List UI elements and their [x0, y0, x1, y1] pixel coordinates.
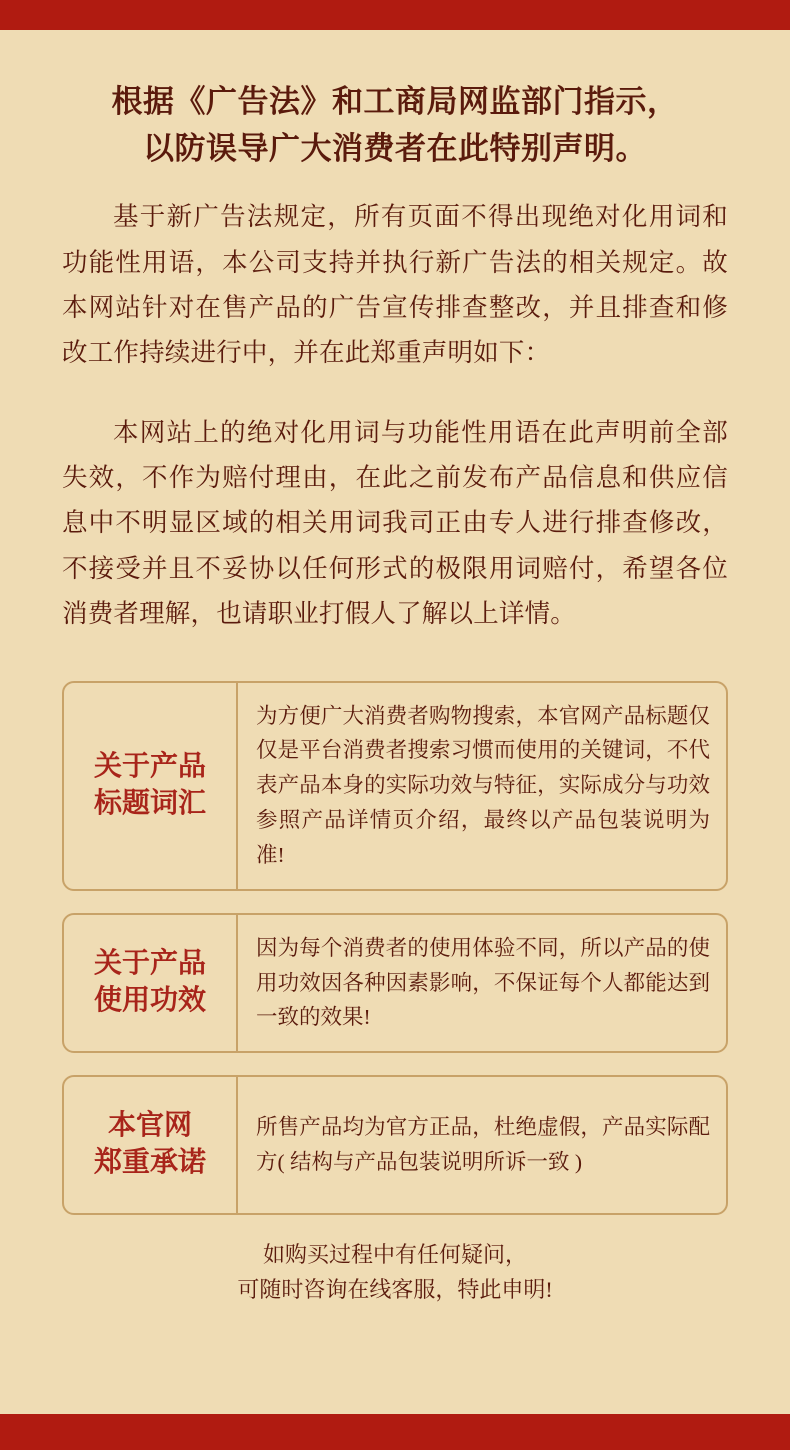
card-body-text: 因为每个消费者的使用体验不同，所以产品的使用功效因各种因素影响，不保证每个人都能达到一致的效果!	[256, 935, 710, 1030]
card-label-line-1: 本官网	[107, 1110, 192, 1142]
card-product-title-terms	[62, 681, 728, 891]
card-label	[64, 915, 238, 1051]
card-official-promise	[62, 1075, 728, 1215]
statement-paragraph-1: 基于新广告法规定，所有页面不得出现绝对化用词和功能性用语，本公司支持并执行新广告法的相关规定。故本网站针对在售产品的广告宣传排查整改，并且排查和修改工作持续进行中，并在此郑重声明如下：	[62, 202, 728, 368]
statement-panel	[0, 30, 790, 1414]
statement-cards	[62, 681, 728, 1216]
card-product-efficacy	[62, 913, 728, 1053]
card-label	[64, 1077, 238, 1213]
page-title-line-1: 根据《广告法》和工商局网监部门指示，	[111, 84, 679, 119]
footer-line-2: 可随时咨询在线客服，特此申明!	[237, 1277, 553, 1303]
card-label-line-2: 使用功效	[93, 984, 206, 1016]
page-title-line-2: 以防误导广大消费者在此特别声明。	[143, 131, 647, 167]
footer-line-1: 如购买过程中有任何疑问，	[262, 1242, 527, 1268]
card-body-text: 所售产品均为官方正品，杜绝虚假，产品实际配方( 结构与产品包装说明所诉一致 )	[256, 1115, 710, 1175]
card-body-text: 为方便广大消费者购物搜索，本官网产品标题仅仅是平台消费者搜索习惯而使用的关键词，不代表产品本身的实际功效与特征，实际成分与功效参照产品详情页介绍，最终以产品包装说明为准!	[256, 703, 710, 867]
statement-paragraph-2: 本网站上的绝对化用词与功能性用语在此声明前全部失效，不作为赔付理由，在此之前发布产品信息和供应信息中不明显区域的相关用词我司正由专人进行排查修改，不接受并且不妥协以任何形式的极限用词赔付，希望各位消费者理解，也请职业打假人了解以上详情。	[62, 417, 728, 629]
card-label-line-2: 郑重承诺	[93, 1147, 206, 1179]
card-label-line-1: 关于产品	[93, 750, 206, 782]
card-label-line-1: 关于产品	[93, 948, 206, 980]
card-label	[64, 683, 238, 889]
page-title	[62, 78, 728, 172]
footer-note	[62, 1237, 728, 1307]
card-label-line-2: 标题词汇	[93, 787, 206, 819]
